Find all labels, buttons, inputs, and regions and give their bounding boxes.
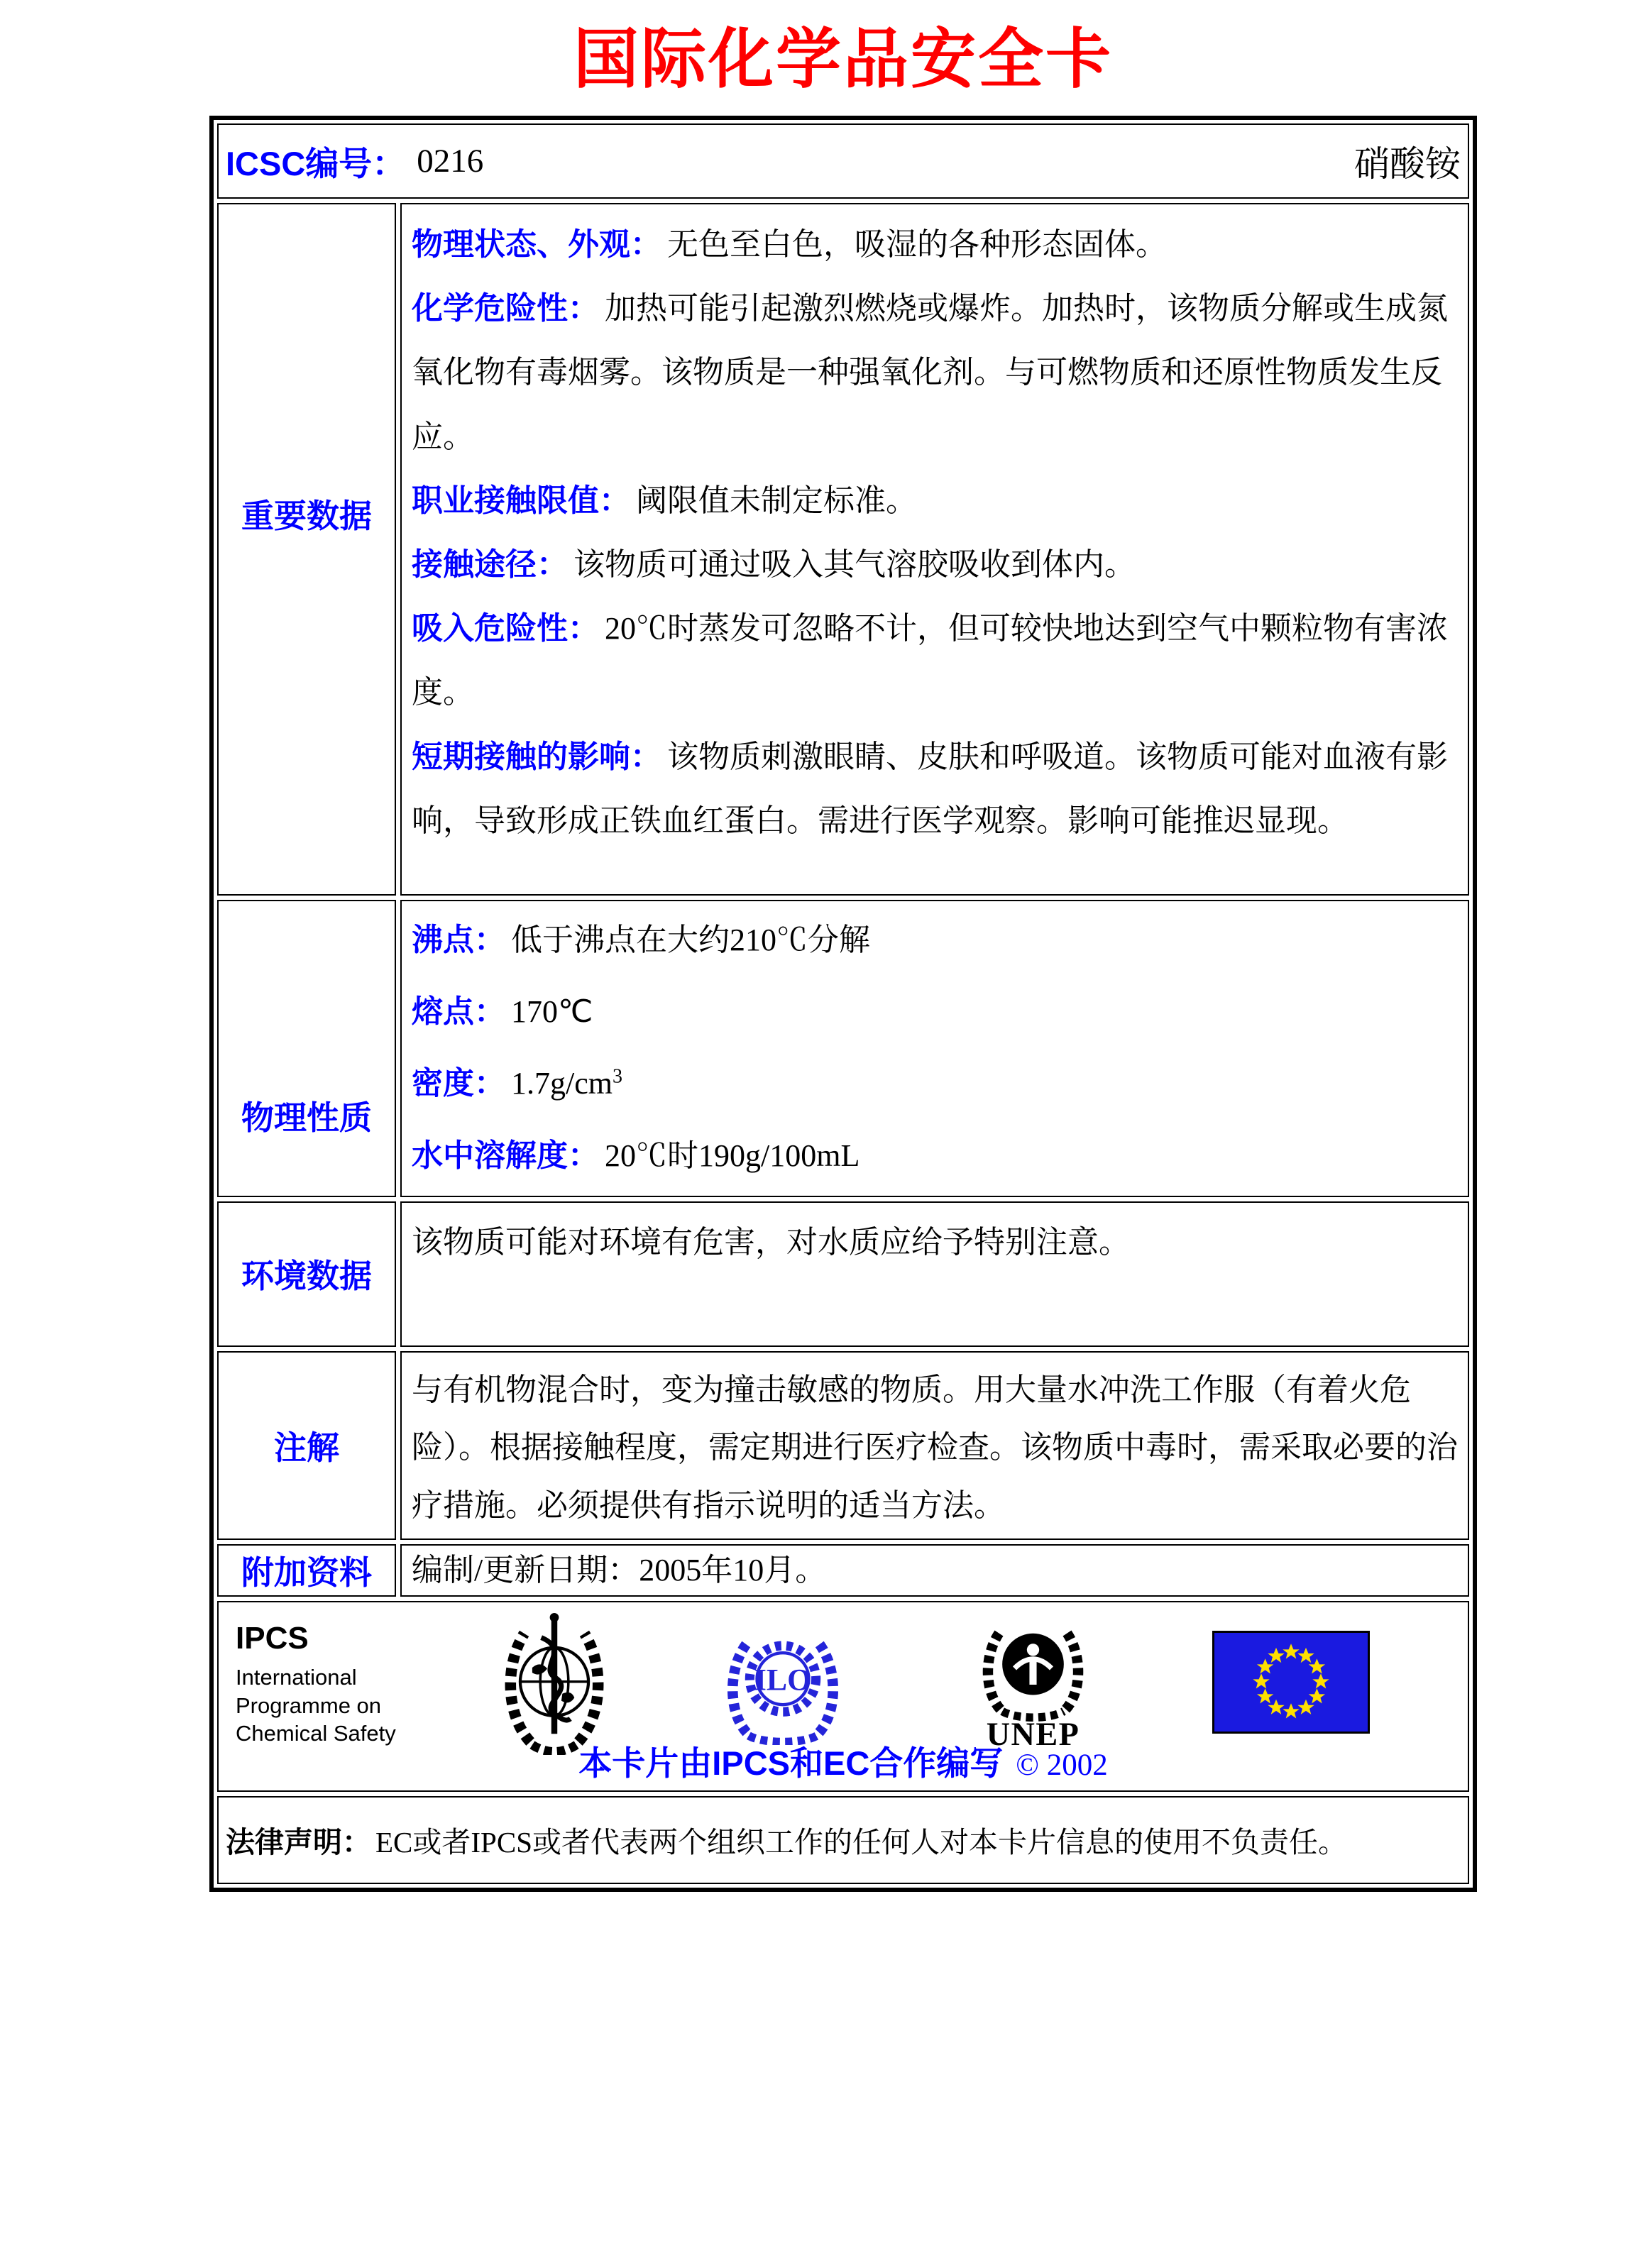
header-cell: [217, 123, 1469, 199]
physical-properties-section-label: 物理性质: [217, 900, 396, 1197]
exposure-route-item: [412, 533, 1458, 597]
who-logo-icon: [494, 1609, 615, 1755]
important-data-row: [217, 203, 1469, 896]
ipcs-name-line-3: Chemical Safety: [236, 1721, 396, 1746]
notes-row: [217, 1351, 1469, 1540]
page-title: 国际化学品安全卡: [573, 23, 1113, 96]
legal-row: [217, 1796, 1469, 1884]
ilo-logo-text: ILO: [754, 1663, 812, 1697]
chemical-hazard-label: 化学危险性：: [412, 291, 599, 326]
physical-state-item: [412, 213, 1458, 277]
footer-caption: [219, 1737, 1468, 1785]
melting-point-item: [412, 976, 1458, 1047]
caption-text: 本卡片由IPCS和EC合作编写: [578, 1744, 1004, 1782]
legal-text: EC或者IPCS或者代表两个组织工作的任何人对本卡片信息的使用不负责任。: [375, 1826, 1347, 1859]
additional-info-section-label: 附加资料: [217, 1544, 396, 1597]
environmental-data-section-label: 环境数据: [217, 1201, 396, 1347]
physical-properties-row: [217, 900, 1469, 1197]
density-value: 1.7g/cm: [511, 1066, 613, 1101]
ipcs-block: [236, 1621, 396, 1748]
notes-text: 与有机物混合时，变为撞击敏感的物质。用大量水冲洗工作服（有着火危险）。根据接触程度，需定期进行医疗检查。该物质中毒时，需采取必要的治疗措施。必须提供有指示说明的适当方法。: [412, 1372, 1458, 1523]
boiling-point-label: 沸点：: [412, 923, 505, 957]
water-solubility-label: 水中溶解度：: [412, 1138, 599, 1173]
boiling-point-value: 低于沸点在大约210℃分解: [511, 923, 870, 957]
chemical-hazard-item: [412, 277, 1458, 469]
logos-row: [217, 1601, 1469, 1792]
environmental-data-text: 该物质可能对环境有危害，对水质应给予特别注意。: [412, 1224, 1130, 1260]
inhalation-risk-item: [412, 597, 1458, 725]
exposure-route-text: 该物质可通过吸入其气溶胶吸收到体内。: [573, 546, 1136, 582]
occupational-limit-label: 职业接触限值：: [412, 483, 630, 518]
physical-state-text: 无色至白色，吸湿的各种形态固体。: [667, 227, 1167, 262]
copyright-text: © 2002: [1016, 1748, 1108, 1782]
occupational-limit-item: [412, 469, 1458, 533]
density-label: 密度：: [412, 1066, 505, 1101]
legal-label: 法律声明：: [226, 1826, 371, 1859]
important-data-section-label: 重要数据: [217, 203, 396, 896]
icsc-number-value: 0216: [417, 143, 484, 180]
icsc-number-label: ICSC编号：: [226, 144, 406, 182]
physical-properties-content: [400, 900, 1469, 1197]
environmental-data-row: [217, 1201, 1469, 1347]
melting-point-label: 熔点：: [412, 994, 505, 1030]
boiling-point-item: [412, 904, 1458, 976]
unep-logo-text: UNEP: [986, 1716, 1080, 1749]
notes-content: [400, 1351, 1469, 1540]
additional-info-content: [400, 1544, 1469, 1597]
ilo-logo-icon: [715, 1621, 850, 1745]
chemical-hazard-text: 加热可能引起激烈燃烧或爆炸。加热时，该物质分解或生成氮氧化物有毒烟雾。该物质是一种强氧化剂。与可燃物质和还原性物质发生反应。: [412, 291, 1448, 454]
ipcs-name-line-2: Programme on: [236, 1692, 382, 1718]
short-term-effects-text: 该物质刺激眼睛、皮肤和呼吸道。该物质可能对血液有影响，导致形成正铁血红蛋白。需进行医学观察。影响可能推迟显现。: [412, 739, 1448, 838]
density-item: [412, 1047, 1458, 1119]
important-data-content: [400, 203, 1469, 896]
environmental-data-content: [400, 1201, 1469, 1347]
additional-info-text: 编制/更新日期：2005年10月。: [412, 1553, 827, 1588]
safety-card-table: [209, 116, 1477, 1892]
notes-section-label: 注解: [217, 1351, 396, 1540]
eu-flag-icon: [1212, 1631, 1370, 1734]
unep-logo-icon: [971, 1611, 1095, 1749]
ipcs-acronym: IPCS: [236, 1620, 309, 1656]
melting-point-value: 170℃: [511, 994, 593, 1030]
chemical-name: 硝酸铵: [1354, 144, 1461, 184]
water-solubility-value: 20℃时190g/100mL: [605, 1138, 860, 1173]
short-term-effects-item: [412, 725, 1458, 853]
inhalation-risk-label: 吸入危险性：: [412, 611, 599, 646]
header-row: [217, 123, 1469, 199]
physical-state-label: 物理状态、外观：: [412, 227, 661, 262]
water-solubility-item: [412, 1120, 1458, 1191]
ipcs-name-line-1: International: [236, 1664, 357, 1690]
short-term-effects-label: 短期接触的影响：: [412, 739, 661, 774]
legal-cell: [217, 1796, 1469, 1884]
additional-info-row: [217, 1544, 1469, 1597]
inhalation-risk-text: 20℃时蒸发可忽略不计，但可较快地达到空气中颗粒物有害浓度。: [412, 611, 1448, 710]
occupational-limit-text: 阈限值未制定标准。: [636, 483, 917, 518]
logos-cell: [217, 1601, 1469, 1792]
title-area: [209, 0, 1477, 94]
exposure-route-label: 接触途径：: [412, 546, 568, 582]
density-exponent: 3: [612, 1065, 622, 1088]
